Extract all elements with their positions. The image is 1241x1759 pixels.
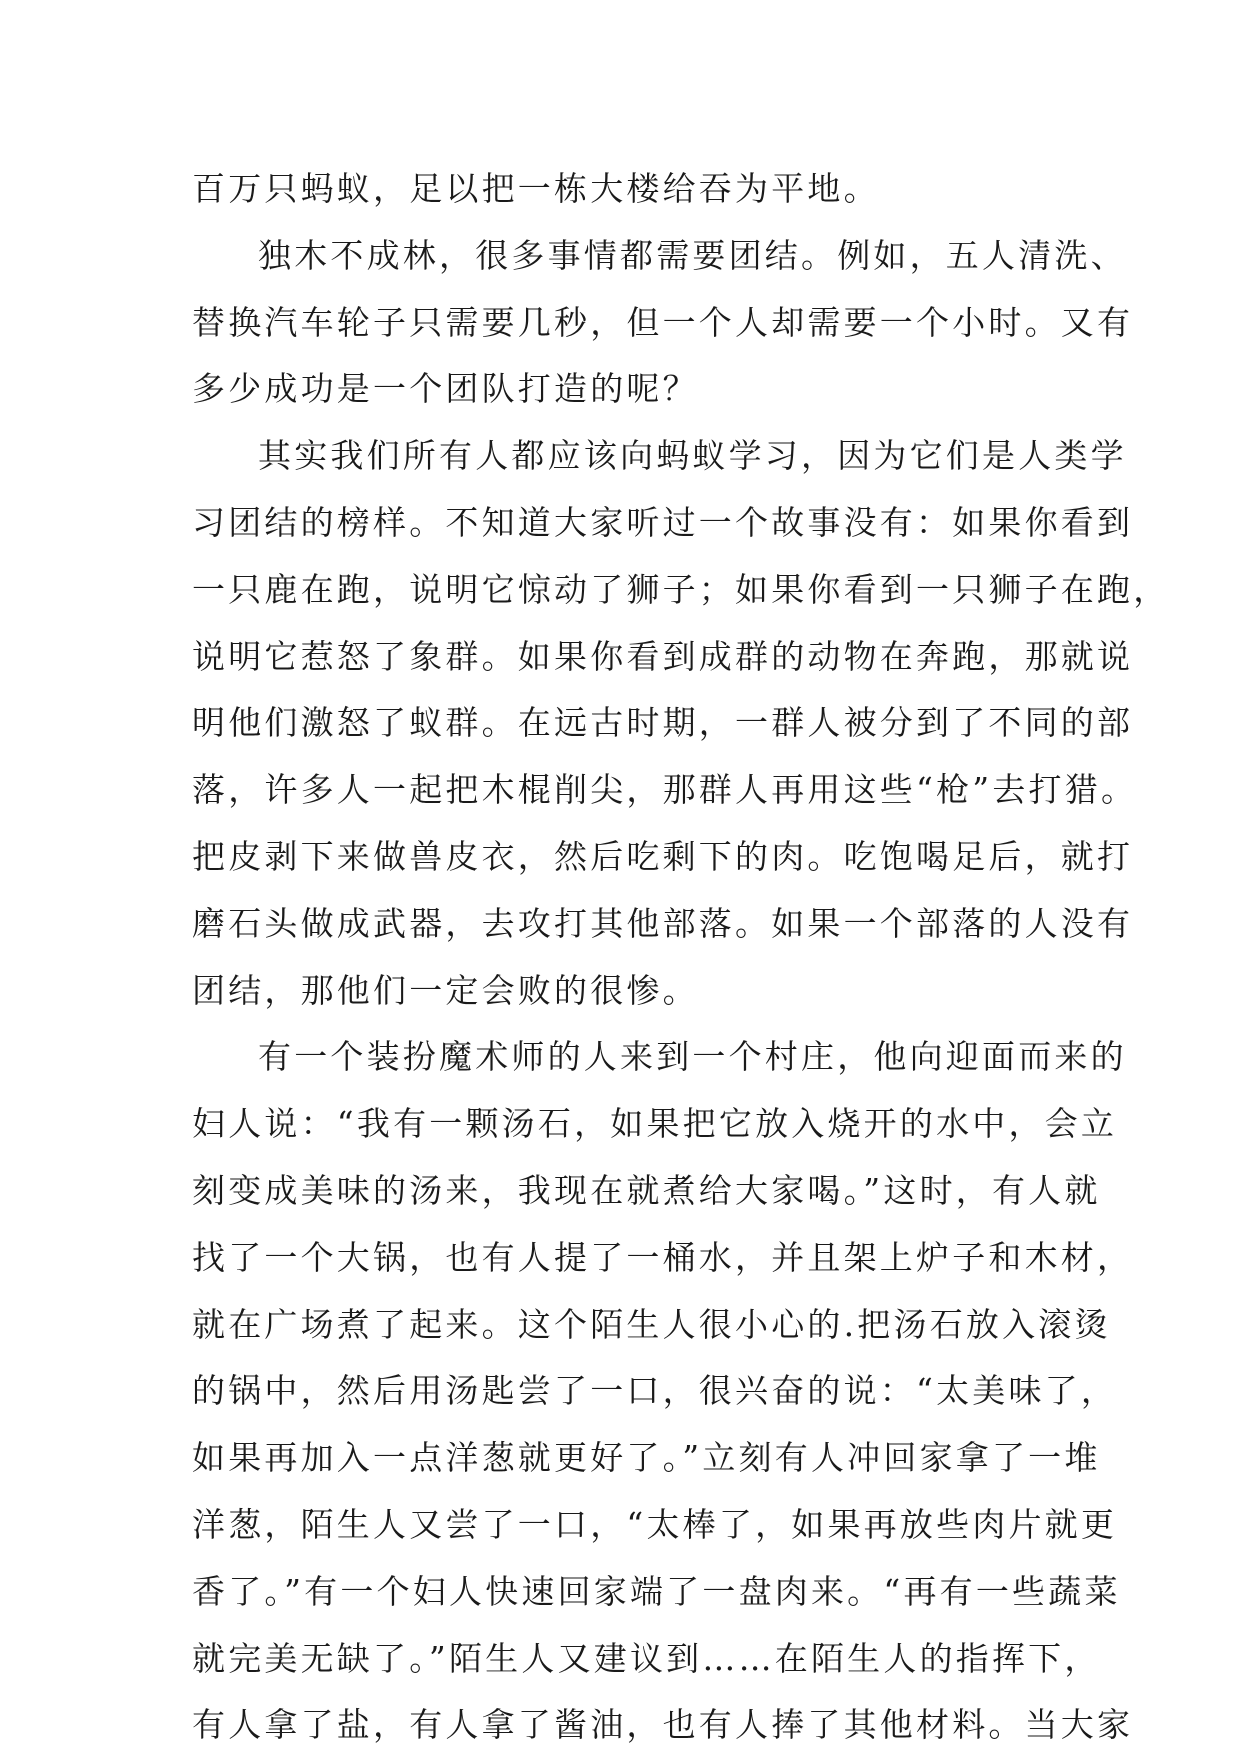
text-line: 有人拿了盐，有人拿了酱油，也有人捧了其他材料。当大家 [192,1705,1134,1745]
paragraph-first-line: 有一个装扮魔术师的人来到一个村庄，他向迎面而来的 [258,1037,1127,1077]
text-line: 如果再加入一点洋葱就更好了。”立刻有人冲回家拿了一堆 [192,1438,1101,1478]
text-line: 磨石头做成武器，去攻打其他部落。如果一个部落的人没有 [192,903,1134,943]
text-line: 洋葱，陌生人又尝了一口，“太棒了，如果再放些肉片就更 [192,1504,1118,1544]
text-line: 刻变成美味的汤来，我现在就煮给大家喝。”这时，有人就 [192,1170,1101,1210]
text-line: 找了一个大锅，也有人提了一桶水，并且架上炉子和木材， [192,1237,1134,1277]
document-body [192,156,1170,1759]
text-line: 就完美无缺了。”陌生人又建议到……在陌生人的指挥下， [192,1638,1101,1678]
text-line: 百万只蚂蚁，足以把一栋大楼给吞为平地。 [192,169,880,208]
text-line: 团结，那他们一定会败的很惨。 [192,970,699,1010]
text-line: 把皮剥下来做兽皮衣，然后吃剩下的肉。吃饱喝足后，就打 [192,836,1134,876]
text-line: 替换汽车轮子只需要几秒，但一个人却需要一个小时。又有 [192,302,1134,342]
text-line: 妇人说：“我有一颗汤石，如果把它放入烧开的水中，会立 [192,1104,1118,1144]
text-line: 落，许多人一起把木棍削尖，那群人再用这些“枪”去打猎。 [192,770,1138,810]
text-line: 的锅中，然后用汤匙尝了一口，很兴奋的说：“太美味了， [192,1371,1118,1411]
paragraph-first-line: 独木不成林，很多事情都需要团结。例如，五人清洗、 [258,235,1127,275]
paragraph-first-line: 其实我们所有人都应该向蚂蚁学习，因为它们是人类学 [258,436,1127,476]
text-line: 说明它惹怒了象群。如果你看到成群的动物在奔跑，那就说 [192,636,1134,676]
text-line: 多少成功是一个团队打造的呢？ [192,369,699,409]
text-line: 一只鹿在跑，说明它惊动了狮子；如果你看到一只狮子在跑， [192,569,1170,609]
text-line: 明他们激怒了蚁群。在远古时期，一群人被分到了不同的部 [192,703,1134,743]
text-line: 习团结的榜样。不知道大家听过一个故事没有：如果你看到 [192,502,1134,542]
text-line: 就在广场煮了起来。这个陌生人很小心的.把汤石放入滚烫 [192,1304,1111,1344]
text-line: 香了。”有一个妇人快速回家端了一盘肉来。“再有一些蔬菜 [192,1571,1121,1611]
